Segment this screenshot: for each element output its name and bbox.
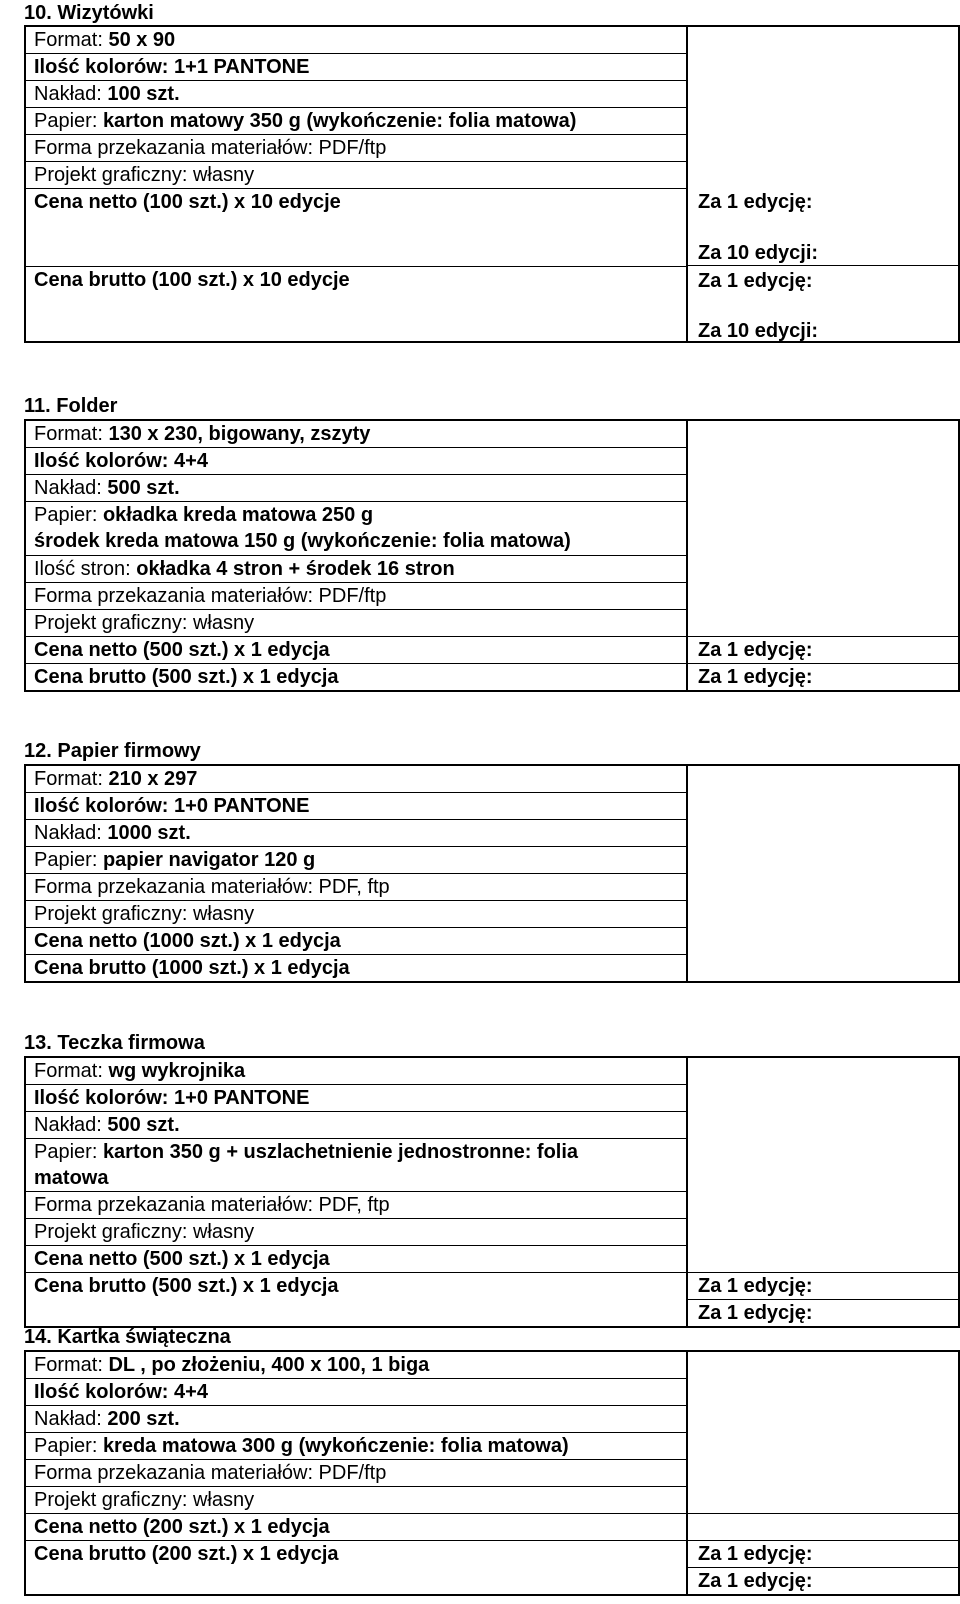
spec-table [24,1350,960,1596]
price-column [686,1352,960,1594]
section-kartka-swiateczna [24,1324,960,1604]
spec-row-delivery: Forma przekazania materiałów: PDF, ftp [26,874,686,901]
spec-row-quantity: Nakład: 100 szt. [26,81,686,108]
section-title: 12. Papier firmowy [24,740,201,762]
spec-row-colors: Ilość kolorów: 4+4 [26,448,686,475]
price-net-row: Cena netto (1000 szt.) x 1 edycja [26,928,686,955]
section-title: 10. Wizytówki [24,2,154,24]
price-label: Za 1 edycję: [698,666,813,688]
section-title: 13. Teczka firmowa [24,1032,205,1054]
price-column [686,421,960,690]
divider [688,636,960,637]
price-gross-row: Cena brutto (1000 szt.) x 1 edycja [34,957,350,979]
spec-row-delivery: Forma przekazania materiałów: PDF/ftp [26,1460,686,1487]
spec-row-paper: Papier: karton matowy 350 g (wykończenie: folia matowa) [26,108,686,135]
divider [688,1272,960,1273]
spec-row-design: Projekt graficzny: własny [26,162,686,189]
spec-row-pages: Ilość stron: okładka 4 stron + środek 16 stron [26,556,686,583]
spec-row-paper: Papier: kreda matowa 300 g (wykończenie: folia matowa) [26,1433,686,1460]
divider [688,1513,960,1514]
spec-row-format: Format: wg wykrojnika [26,1058,686,1085]
spec-table [24,1056,960,1328]
spec-row-design: Projekt graficzny: własny [26,1487,686,1514]
divider [688,265,960,266]
spec-table [24,419,960,692]
price-label: Za 1 edycję: [698,270,813,292]
price-label: Za 1 edycję: [698,1302,813,1324]
section-title: 14. Kartka świąteczna [24,1326,231,1348]
spec-row-colors: Ilość kolorów: 1+1 PANTONE [26,54,686,81]
spec-row-colors: Ilość kolorów: 1+0 PANTONE [26,1085,686,1112]
price-label: Za 1 edycję: [698,1275,813,1297]
section-title: 11. Folder [24,395,118,417]
price-net-row: Cena netto (500 szt.) x 1 edycja [26,1246,686,1273]
spec-row-format: Format: DL , po złożeniu, 400 x 100, 1 biga [26,1352,686,1379]
spec-row-format: Format: 130 x 230, bigowany, zszyty [26,421,686,448]
spec-row-delivery: Forma przekazania materiałów: PDF/ftp [26,583,686,610]
divider [688,1567,960,1568]
spec-row-design: Projekt graficzny: własny [26,610,686,637]
price-net-row: Cena netto (200 szt.) x 1 edycja [26,1514,686,1541]
spec-row-quantity: Nakład: 200 szt. [26,1406,686,1433]
price-column [686,1058,960,1326]
spec-row-colors: Ilość kolorów: 1+0 PANTONE [26,793,686,820]
price-net-row: Cena netto (500 szt.) x 1 edycja [26,637,686,664]
spec-row-paper: Papier: karton 350 g + uszlachetnienie jednostronne: folia matowa [26,1139,686,1192]
section-teczka-firmowa [24,1030,960,1330]
spec-row-delivery: Forma przekazania materiałów: PDF/ftp [26,135,686,162]
spec-row-design: Projekt graficzny: własny [26,1219,686,1246]
spec-row-colors: Ilość kolorów: 4+4 [26,1379,686,1406]
spec-table [24,764,960,983]
divider [688,663,960,664]
price-label: Za 1 edycję: [698,639,813,661]
price-label: Za 10 edycji: [698,242,819,264]
price-label: Za 10 edycji: [698,320,819,342]
spec-column [26,27,686,341]
section-wizytowki [24,0,960,350]
section-papier-firmowy [24,738,960,988]
spec-row-paper: Papier: okładka kreda matowa 250 g środek kreda matowa 150 g (wykończenie: folia matowa) [26,502,686,556]
divider [688,1540,960,1541]
price-net-row: Cena netto (100 szt.) x 10 edycje [26,189,686,267]
price-column [686,766,960,981]
spec-row-delivery: Forma przekazania materiałów: PDF, ftp [26,1192,686,1219]
spec-row-quantity: Nakład: 1000 szt. [26,820,686,847]
spec-column [26,766,686,981]
price-label: Za 1 edycję: [698,191,813,213]
spec-column [26,421,686,690]
spec-column [26,1352,686,1568]
price-gross-row: Cena brutto (200 szt.) x 1 edycja [34,1543,339,1565]
price-label: Za 1 edycję: [698,1543,813,1565]
price-net-cell [688,27,960,267]
spec-row-format: Format: 210 x 297 [26,766,686,793]
spec-table [24,25,960,343]
price-gross-row: Cena brutto (500 szt.) x 1 edycja [34,666,339,688]
spec-column [26,1058,686,1299]
spec-row-format: Format: 50 x 90 [26,27,686,54]
section-folder [24,394,960,694]
price-gross-row: Cena brutto (500 szt.) x 1 edycja [34,1275,339,1297]
spec-row-paper: Papier: papier navigator 120 g [26,847,686,874]
spec-row-quantity: Nakład: 500 szt. [26,1112,686,1139]
divider [688,1299,960,1300]
spec-row-design: Projekt graficzny: własny [26,901,686,928]
price-gross-row: Cena brutto (100 szt.) x 10 edycje [34,269,350,291]
price-label: Za 1 edycję: [698,1570,813,1592]
spec-row-quantity: Nakład: 500 szt. [26,475,686,502]
price-column [686,27,960,341]
